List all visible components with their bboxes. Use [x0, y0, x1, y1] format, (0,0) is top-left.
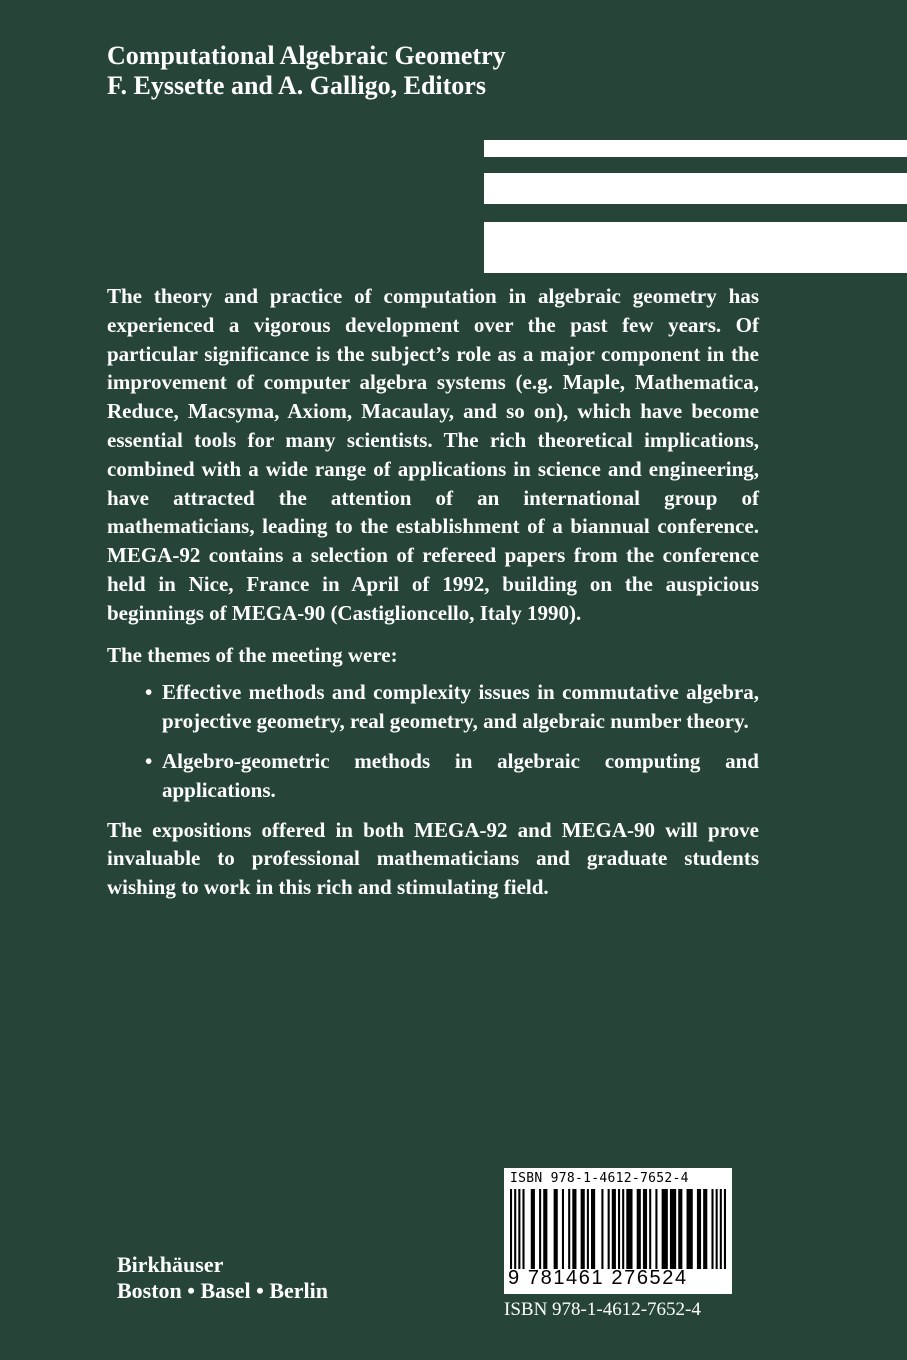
barcode-bar: [539, 1189, 541, 1269]
themes-intro: The themes of the meeting were:: [107, 642, 398, 667]
theme-text: Effective methods and complexity issues in commutative algebra, projective geometry, real geometry, and algebraic number theory.: [162, 680, 759, 734]
barcode-bar: [554, 1189, 558, 1269]
barcode-bar: [518, 1189, 520, 1269]
barcode-bar: [522, 1189, 524, 1269]
book-editors: F. Eyssette and A. Galligo, Editors: [107, 71, 486, 100]
isbn-text: ISBN 978-1-4612-7652-4: [504, 1299, 701, 1320]
barcode-icon: [510, 1189, 726, 1269]
barcode-bar: [568, 1189, 570, 1269]
barcode-bar: [514, 1189, 516, 1269]
barcode-bar: [670, 1189, 676, 1269]
decorative-bar-2: [484, 173, 907, 204]
barcode-bar: [637, 1189, 641, 1269]
bullet-icon: •: [145, 748, 153, 773]
theme-item: [145, 678, 759, 736]
barcode-bar: [543, 1189, 547, 1269]
theme-text: Algebro-geometric methods in algebraic computing and applications.: [162, 748, 759, 802]
barcode-bar: [618, 1189, 620, 1269]
barcode-bar: [608, 1189, 610, 1269]
barcode-bar: [697, 1189, 701, 1269]
bullet-icon: •: [145, 680, 153, 705]
barcode-bar: [678, 1189, 682, 1269]
closing-paragraph: The expositions offered in both MEGA-92 and MEGA-90 will prove invaluable to professional mathematicians and graduate students wishing to work in this rich and stimulating field.: [107, 817, 759, 900]
description: [107, 282, 759, 902]
book-title: Computational Algebraic Geometry: [107, 41, 506, 70]
barcode-bar: [612, 1189, 616, 1269]
barcode-bar: [572, 1189, 576, 1269]
publisher-name: Birkhäuser: [117, 1252, 224, 1277]
barcode-bar: [626, 1189, 632, 1269]
barcode-bar: [622, 1189, 624, 1269]
barcode-bar: [510, 1189, 512, 1269]
barcode-bar: [643, 1189, 647, 1269]
barcode-bar: [655, 1189, 657, 1269]
barcode-isbn-label: ISBN 978-1-4612-7652-4: [510, 1171, 689, 1186]
publisher-cities: Boston • Basel • Berlin: [117, 1278, 328, 1303]
barcode-bar: [720, 1189, 722, 1269]
barcode-bar: [711, 1189, 713, 1269]
barcode-bar: [601, 1189, 603, 1269]
barcode-bar: [562, 1189, 564, 1269]
decorative-bar-3: [484, 222, 907, 273]
intro-paragraph: The theory and practice of computation in algebraic geometry has experienced a vigorous development over the past few years. Of particular significance is the subject’s role as a major component in the improvement of computer algebra systems (e.g. Maple, Mathematica, Reduce, Macsyma, Axiom, Macaulay, and so on), which have become essential tools for many scientists. The rich theoretical implications, combined with a wide range of applications in science and engineering, have attracted the attention of an international group of mathematicians, leading to the establishment of a biannual conference. MEGA-92 contains a selection of refereed papers from the conference held in Nice, France in April of 1992, building on the auspicious beginnings of MEGA-90 (Castiglioncello, Italy 1990).: [107, 284, 759, 625]
barcode-bar: [716, 1189, 718, 1269]
barcode-bar: [531, 1189, 535, 1269]
barcode: [504, 1168, 732, 1294]
barcode-bar: [687, 1189, 693, 1269]
barcode-bar: [662, 1189, 668, 1269]
barcode-bar: [587, 1189, 589, 1269]
header: [107, 41, 506, 101]
barcode-bar: [649, 1189, 651, 1269]
barcode-bar: [581, 1189, 585, 1269]
barcode-bar: [591, 1189, 595, 1269]
theme-item: [145, 747, 759, 805]
decorative-bar-1: [484, 140, 907, 157]
barcode-bar: [703, 1189, 707, 1269]
publisher: [117, 1252, 328, 1304]
barcode-bar: [724, 1189, 726, 1269]
barcode-digits: 9 781461 276524: [508, 1267, 688, 1289]
